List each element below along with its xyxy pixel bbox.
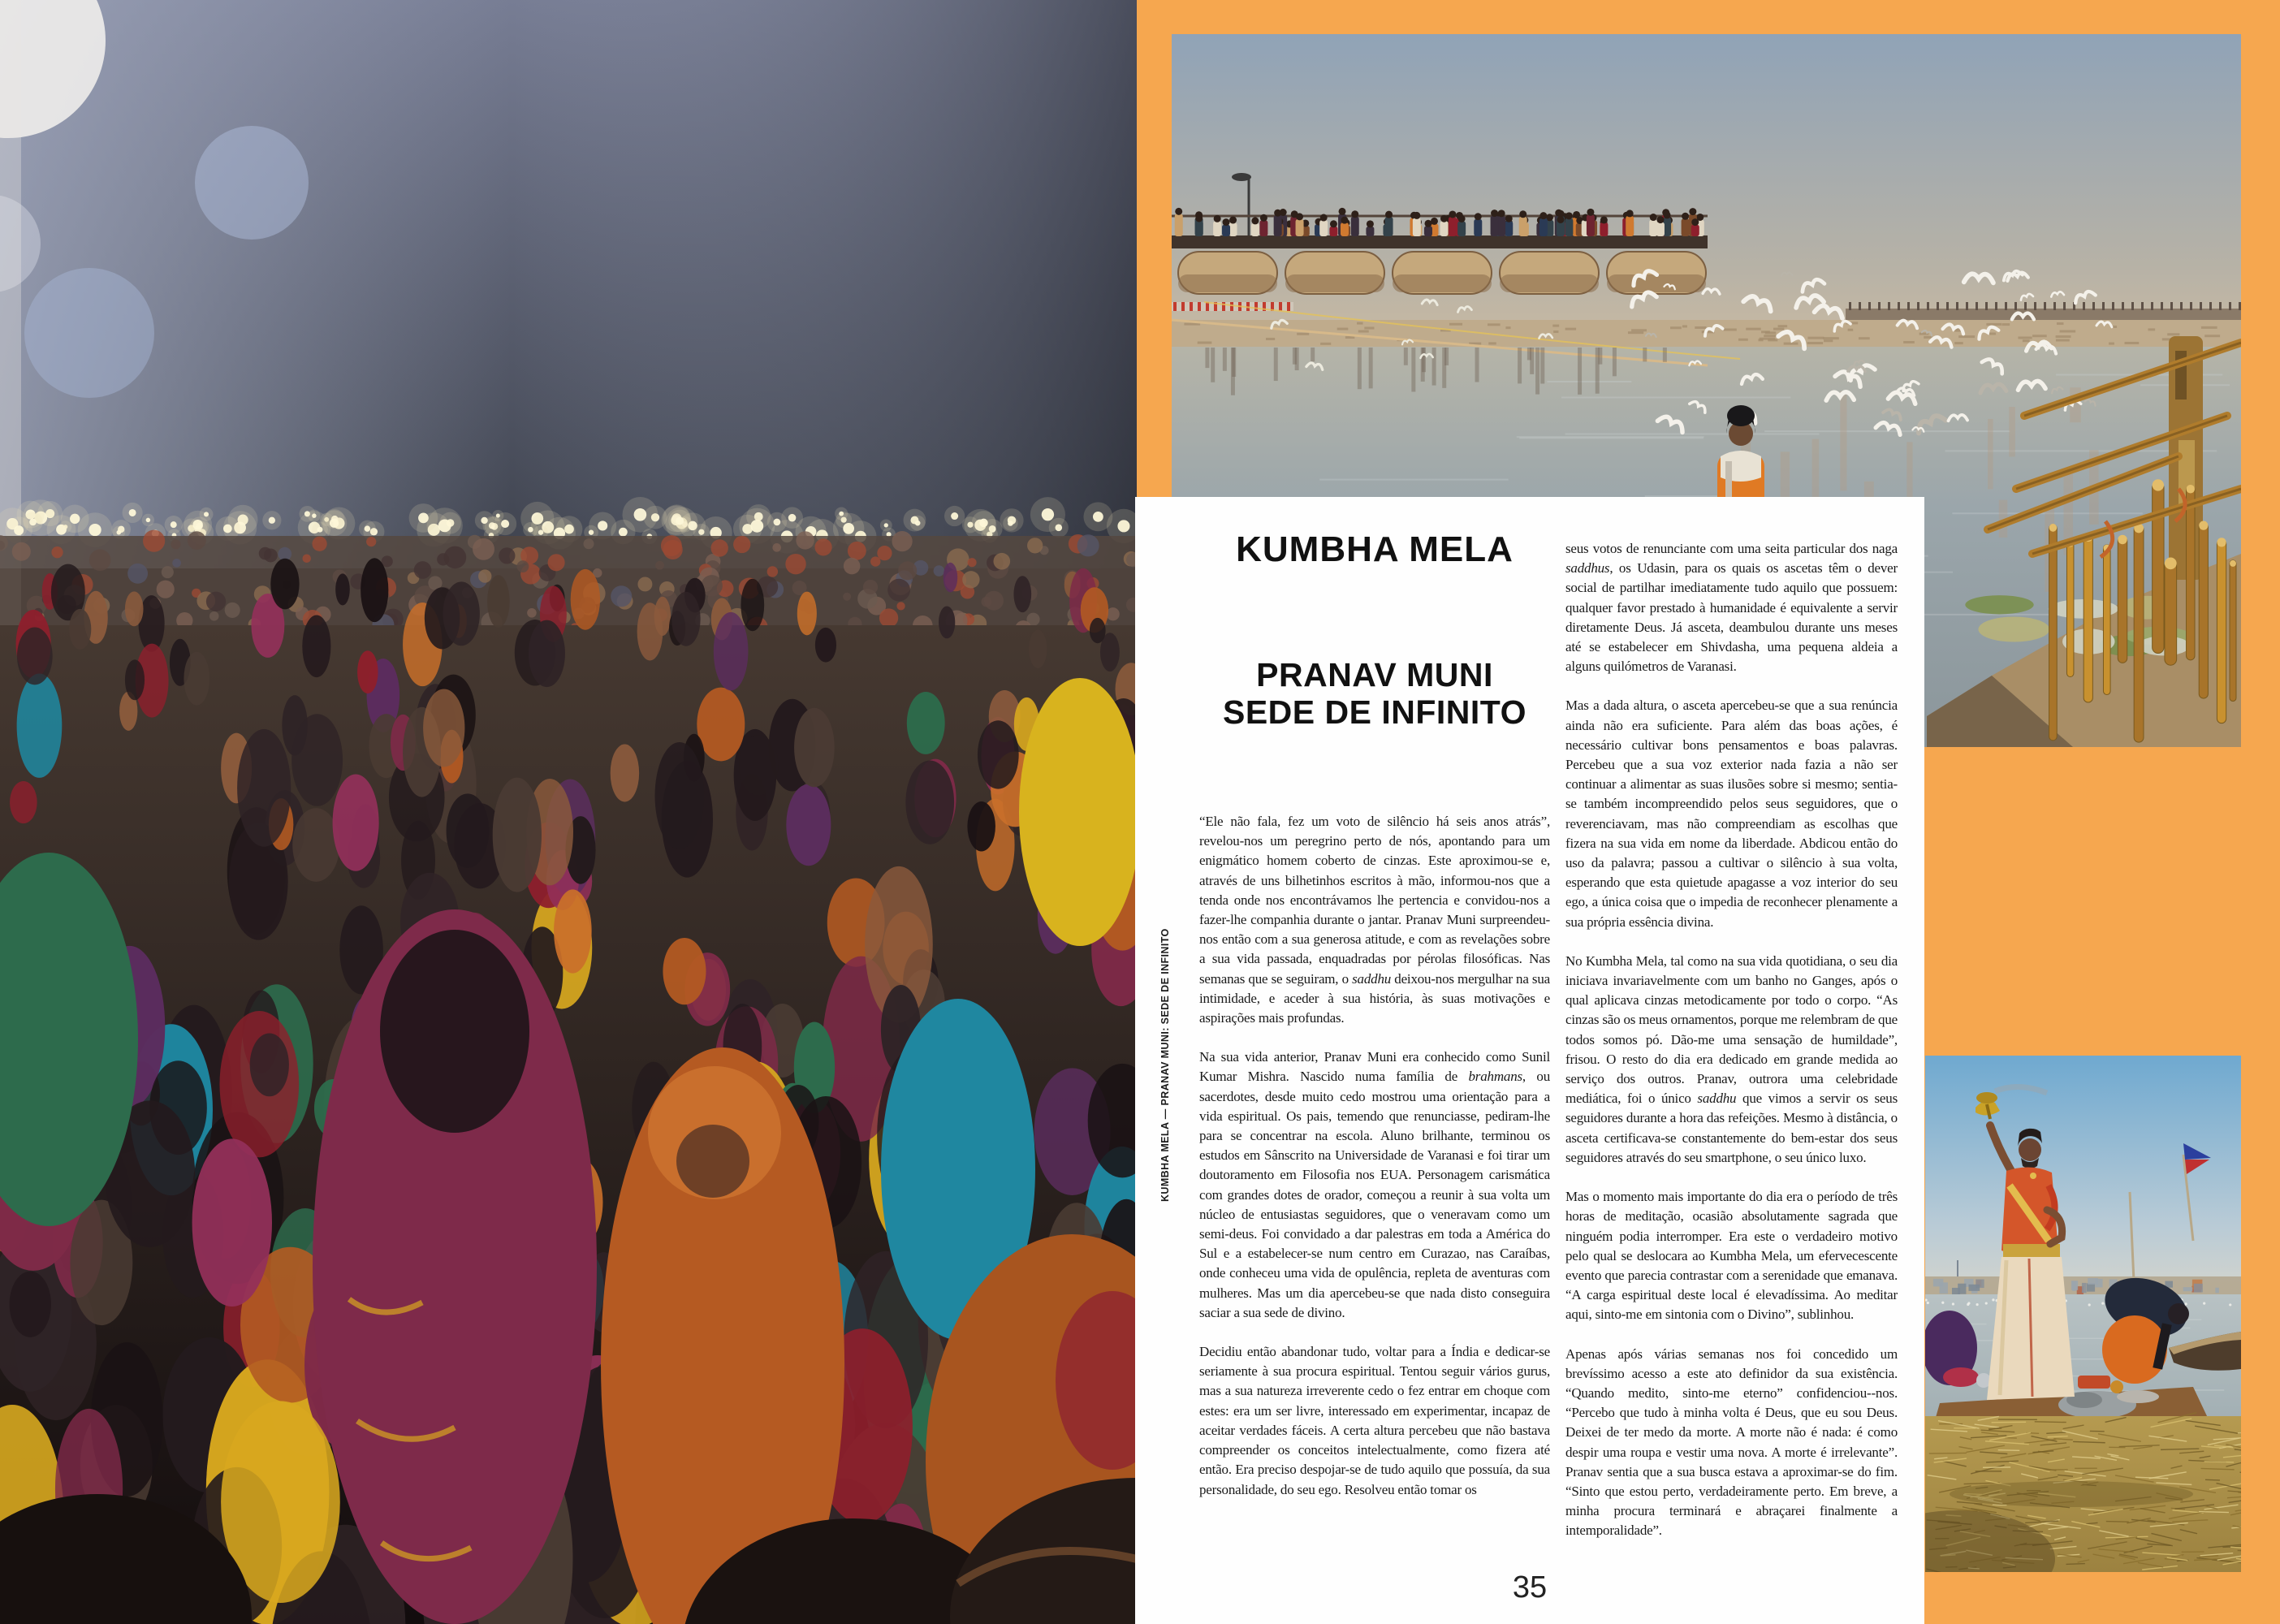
text-column-left: [1199, 812, 1550, 1575]
body-paragraph: Apenas após várias semanas nos foi concedido um brevíssimo acesso a este ato definidor da sua existência. “Quando medito, sinto-me eterno” confidenciou--nos. “Percebo que tudo à minha volta é Deus, que eu sou Deus. Deixei de ter medo da morte. A morte não é nada: é como despir uma roupa e vestir uma nova. A morte é irrelevante”. Pranav sentia que a sua busca estava a aproximar-se do fim. “Sinto que estou perto, verdadeiramente perto. Em breve, a minha procura terminará e abraçarei finalmente a intemporalidade”.: [1565, 1345, 1898, 1539]
priest-ritual-photo: [1925, 1056, 2241, 1572]
text-column-right: [1565, 539, 1898, 1595]
body-paragraph: No Kumbha Mela, tal como na sua vida quotidiana, o seu dia iniciava invariavelmente com um banho no Ganges, após o qual aplicava cinzas metodicamente por todo o corpo. “As cinzas são os meus ornamentos, porque me relembram de que todos somos pó. Dão-me uma sensação de humildade”, frisou. O resto do dia era dedicado em grande medida ao serviço dos outros. Pranav, outrora uma celebridade mediática, foi o único saddhu que vimos a servir os seus seguidores durante a hora das refeições. Mesmo à distância, o asceta certificava-se constantemente do bem-estar dos seus seguidores através do seu smartphone, o seu único luxo.: [1565, 952, 1898, 1165]
body-paragraph: seus votos de renunciante com uma seita particular dos naga saddhus, os Udasin, para os quais os ascetas têm o dever social de partilhar imediatamente tudo aquilo que possuem: qualquer favor prestado à humanidade é equivalente a servir diretamente Deus. Já asceta, deambulou durante uns meses até se estabelecer em Shivdasha, uma pequena aldeia a alguns quilómetros de Varanasi.: [1565, 541, 1898, 675]
running-head-vertical: KUMBHA MELA — PRANAV MUNI: SEDE DE INFINITO: [1159, 928, 1171, 1202]
body-paragraph: Decidiu então abandonar tudo, voltar para a Índia e dedicar-se seriamente à sua procura espiritual. Tentou seguir vários gurus, mas a sua natureza irreverente cedo o fez entrar em choque com estes: era um ser livre, interessado em experimentar, incapaz de aceitar verdades fáceis. A certa altura percebeu que não bastava compreender os conceitos intelectualmente, como fizera até então. Era preciso despojar-se de tudo aquilo que possuía, da sua personalidade, do seu ego. Resolveu então tomar os: [1199, 1344, 1550, 1497]
subtitle-line-1: PRANAV MUNI: [1256, 656, 1493, 693]
body-paragraph: Na sua vida anterior, Pranav Muni era conhecido como Sunil Kumar Mishra. Nascido numa família de brahmans, ou sacerdotes, desde muito cedo mostrou uma orientação para a vida espiritual. Os pais, temendo que renunciasse, pediram-lhe para se concentrar na escola. Aluno brilhante, terminou os estudos em Sânscrito na Universidade de Varanasi e foi tirar um doutoramento em Filosofia nos EUA. Personagem carismática com grandes dotes de orador, começou a reunir à sua volta um núcleo de entusiastas seguidores, que o veneravam como um semi-deus. Foi convidado a dar palestras em toda a América do Sul e a estabelecer-se num centro em Curazao, nas Caraíbas, onde conheceu uma vida de opulência, repleta de aventuras com mulheres. Mas um dia apercebeu-se que nada disto conseguira saciar a sua sede de divino.: [1199, 1049, 1551, 1320]
body-paragraph: Mas a dada altura, o asceta apercebeu-se que a sua renúncia ainda não era suficiente. Para além das boas ações, é necessário cultivar bons pensamentos e boas palavras. Percebeu que a sua voz exterior nada fazia a não ser continuar a alimentar as suas ilusões sobre si mesmo; sentia-se também incompreendido pelos seus seguidores, que o reverenciavam, mas não compreendiam as escolhas que fizera na sua vida em nome da liberdade. Abdicou então do uso da palavra; passou a cultivar o silêncio à sua volta, esperando que esta quietude apagasse a voz interior do seu ego, a única coisa que o impedia de reconhecer plenamente a sua própria essência divina.: [1565, 698, 1898, 930]
priest-ritual-photo-art: [1925, 1056, 2241, 1572]
body-paragraph: “Ele não fala, fez um voto de silêncio há seis anos atrás”, revelou-nos um peregrino perto de nós, apontando para um enigmático homem coberto de cinzas. Este aproximou-se e, através de uns bilhetinhos escritos à mão, informou-nos que a tenda onde nos encontrávamos lhe pertencia e convidou-nos a fazer-lhe companhia durante o jantar. Pranav Muni surpreendeu-nos então com a sua generosa atitude, e com as revelações sobre a sua vida passada, enquadradas por pérolas filosóficas. Nas semanas que se seguiram, o saddhu deixou-nos mergulhar na sua intimidade, e aceder à sua história, às suas motivações e aspirações mais profundas.: [1199, 814, 1550, 1026]
crowd-dusk-photo: [0, 0, 1137, 1624]
crowd-dusk-photo-art: [0, 0, 1137, 1624]
article-subtitle: [1184, 656, 1565, 731]
page-number: 35: [1512, 1570, 1548, 1605]
article-title: KUMBHA MELA: [1236, 529, 1514, 569]
article-page: [1135, 497, 1924, 1624]
subtitle-line-2: SEDE DE INFINITO: [1222, 693, 1527, 731]
body-paragraph: Mas o momento mais importante do dia era o período de três horas de meditação, ocasião absolutamente sagrada que ninguém podia interromper. Era este o verdadeiro motivo pelo qual se deslocara ao Kumbha Mela, um efervecescente evento que parecia contrastar com a serenidade que emanava. “A carga espiritual deste local é elevadíssima. Ao meditar aqui, sinto-me em sintonia com o Divino”, sublinhou.: [1565, 1189, 1898, 1323]
